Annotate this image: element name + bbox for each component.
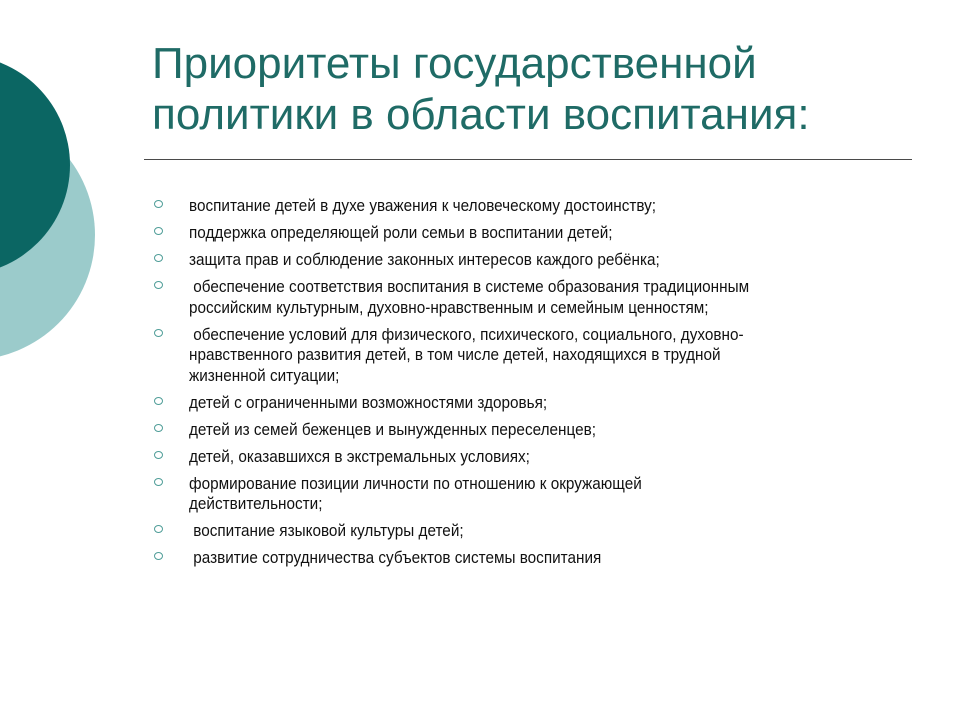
bullet-item [152,474,892,515]
decorative-circles [0,0,110,380]
circle-bullet-icon [154,200,163,208]
bullet-line: формирование позиции личности по отношению к окружающей [189,473,642,493]
bullet-line: детей с ограниченными возможностями здоровья; [189,392,548,412]
slide-title [152,38,932,140]
bullet-line: детей, оказавшихся в экстремальных условиях; [189,446,530,466]
bullet-item [152,250,892,271]
circle-bullet-icon [154,451,163,459]
bullet-text [189,548,891,569]
bullet-item [152,196,892,217]
bullet-item [152,447,892,468]
bullet-text [189,393,891,414]
bullet-item [152,325,892,387]
bullet-line: развитие сотрудничества субъектов системы воспитания [189,548,602,567]
bullet-line: обеспечение условий для физического, психического, социального, духовно- [189,324,744,344]
circle-bullet-icon [154,397,163,405]
title-line: политики в области воспитания: [152,90,810,139]
bullet-text [189,447,891,468]
circle-bullet-icon [154,281,163,289]
bullet-line: действительности; [189,494,323,513]
circle-bullet-icon [154,552,163,560]
bullet-text [189,223,891,244]
bullet-text [189,521,891,542]
bullet-item [152,420,892,441]
bullet-item [152,393,892,414]
bullet-line: защита прав и соблюдение законных интересов каждого ребёнка; [189,250,660,269]
bullet-text [189,420,891,441]
bullet-list [152,196,892,575]
bullet-line: жизненной ситуации; [189,365,340,385]
bullet-text [189,250,891,271]
bullet-line: воспитание детей в духе уважения к человеческому достоинству; [189,196,657,215]
bullet-line: нравственного развития детей, в том числе детей, находящихся в трудной [189,345,721,364]
bullet-text [189,196,891,217]
bullet-item [152,223,892,244]
circle-bullet-icon [154,424,163,432]
circle-bullet-icon [154,227,163,235]
bullet-item [152,277,892,318]
circle-bullet-icon [154,254,163,262]
circle-bullet-icon [154,525,163,533]
bullet-text [189,277,891,318]
bullet-line: поддержка определяющей роли семьи в воспитании детей; [189,223,613,242]
circle-bullet-icon [154,329,163,337]
title-line: Приоритеты государственной [152,39,757,88]
bullet-item [152,548,892,569]
bullet-text [189,325,891,387]
bullet-text [189,474,891,515]
bullet-item [152,521,892,542]
title-divider [144,159,912,160]
bullet-line: российским культурным, духовно-нравственным и семейным ценностям; [189,297,709,317]
circle-bullet-icon [154,478,163,486]
bullet-line: детей из семей беженцев и вынужденных переселенцев; [189,419,596,439]
bullet-line: воспитание языковой культуры детей; [189,521,464,540]
bullet-line: обеспечение соответствия воспитания в системе образования традиционным [189,277,750,296]
